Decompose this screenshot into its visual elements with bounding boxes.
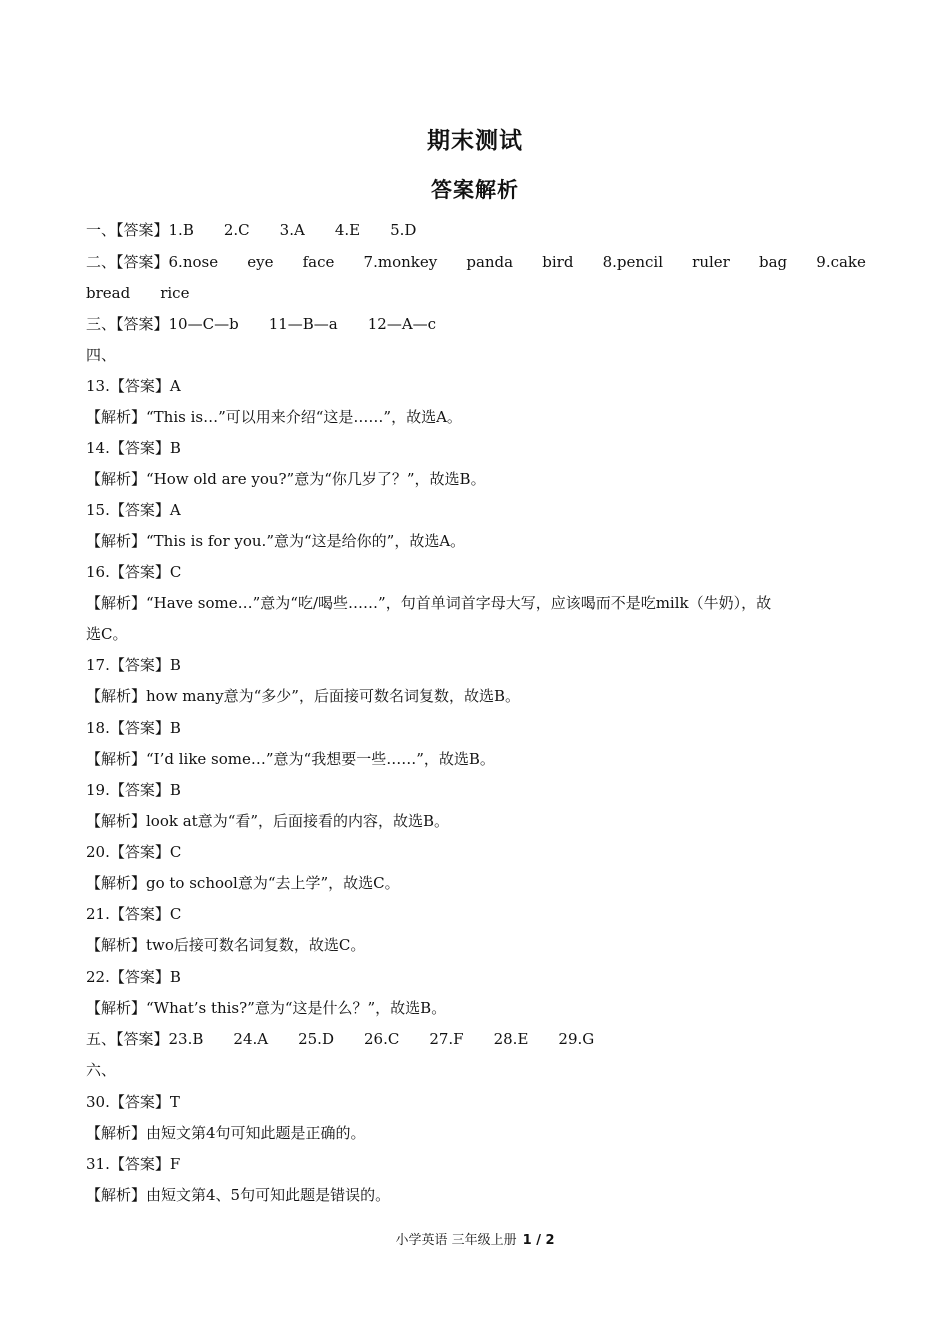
q22-analysis: 【解析】“What’s this?”意为“这是什么？”，故选B。 (86, 999, 447, 1017)
q20-answer: 20.【答案】C (86, 843, 182, 861)
q19-answer: 19.【答案】B (86, 781, 181, 799)
answer-item: 29.G (558, 1030, 595, 1048)
q15-analysis: 【解析】“This is for you.”意为“这是给你的”，故选A。 (86, 532, 466, 550)
answer-item: 10—C—b (168, 315, 239, 333)
answer-item: bread (86, 284, 131, 302)
section-2-continued (86, 283, 866, 303)
answer-item: 11—B—a (268, 315, 338, 333)
q22-answer: 22.【答案】B (86, 968, 181, 986)
answer-item: ruler (692, 253, 730, 271)
answer-item: 23.B (168, 1030, 204, 1048)
q14-answer: 14.【答案】B (86, 439, 181, 457)
answer-item: 25.D (298, 1030, 334, 1048)
answer-item: face (302, 253, 335, 271)
answer-item: 26.C (363, 1030, 400, 1048)
q16-answer: 16.【答案】C (86, 563, 182, 581)
section-1-answers (86, 220, 866, 240)
q20-analysis: 【解析】go to school意为“去上学”，故选C。 (86, 874, 400, 892)
q31-analysis: 【解析】由短文第4、5句可知此题是错误的。 (86, 1186, 391, 1204)
answer-item: 4.E (334, 221, 361, 239)
answer-item: 3.A (279, 221, 305, 239)
section-5-prefix: 五、【答案】 (86, 1030, 169, 1048)
q21-analysis: 【解析】two后接可数名词复数，故选C。 (86, 936, 366, 954)
q19-analysis: 【解析】look at意为“看”，后面接看的内容，故选B。 (86, 812, 450, 830)
footer-text: 小学英语 三年级上册 (395, 1233, 517, 1248)
q16-analysis-continued: 选C。 (86, 625, 128, 643)
answer-item: bag (758, 253, 788, 271)
page-title: 期末测试 (427, 128, 523, 154)
q15-answer: 15.【答案】A (86, 501, 181, 519)
answer-item: 9.cake (816, 253, 866, 271)
q17-answer: 17.【答案】B (86, 656, 181, 674)
q21-answer: 21.【答案】C (86, 905, 182, 923)
answer-item: 27.F (429, 1030, 464, 1048)
section-5-answers (86, 1029, 866, 1049)
page-footer (0, 1229, 950, 1248)
answer-item: 12—A—c (367, 315, 437, 333)
q31-answer: 31.【答案】F (86, 1155, 181, 1173)
q17-analysis: 【解析】how many意为“多少”，后面接可数名词复数，故选B。 (86, 687, 520, 705)
answer-item: 28.E (493, 1030, 529, 1048)
q13-analysis: 【解析】“This is…”可以用来介绍“这是……”，故选A。 (86, 408, 462, 426)
q16-analysis: 【解析】“Have some…”意为“吃/喝些……”，句首单词首字母大写，应该喝而不是吃milk（牛奶），故 (86, 594, 772, 612)
section-2-prefix: 二、【答案】 (86, 253, 169, 271)
section-4-heading: 四、 (86, 346, 117, 364)
section-6-heading: 六、 (86, 1061, 117, 1079)
section-3-answers (86, 314, 866, 334)
answer-item: 7.monkey (363, 253, 438, 271)
page-subtitle: 答案解析 (431, 178, 519, 202)
section-3-prefix: 三、【答案】 (86, 315, 169, 333)
answer-item: panda (466, 253, 514, 271)
answer-item: rice (160, 284, 190, 302)
q13-answer: 13.【答案】A (86, 377, 181, 395)
answer-item: 6.nose (168, 253, 219, 271)
q18-analysis: 【解析】“I’d like some…”意为“我想要一些……”，故选B。 (86, 750, 495, 768)
answer-item: 2.C (223, 221, 250, 239)
q14-analysis: 【解析】“How old are you?”意为“你几岁了？”，故选B。 (86, 470, 486, 488)
answer-item: bird (542, 253, 574, 271)
page-number: 1 / 2 (522, 1233, 555, 1248)
answer-item: 8.pencil (602, 253, 664, 271)
answer-item: 5.D (390, 221, 417, 239)
section-2-answers (86, 252, 866, 272)
answer-item: 24.A (233, 1030, 269, 1048)
q18-answer: 18.【答案】B (86, 719, 181, 737)
answer-item: eye (247, 253, 274, 271)
q30-answer: 30.【答案】T (86, 1093, 180, 1111)
answer-item: 1.B (168, 221, 194, 239)
q30-analysis: 【解析】由短文第4句可知此题是正确的。 (86, 1124, 366, 1142)
section-1-prefix: 一、【答案】 (86, 221, 169, 239)
